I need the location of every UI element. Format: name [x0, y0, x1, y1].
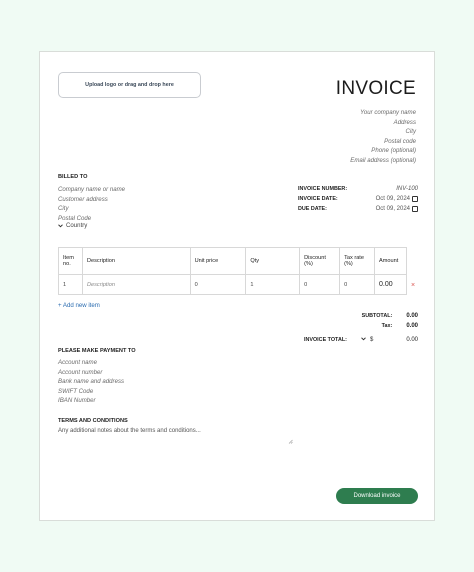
invoice-number-field[interactable]: INV-100	[396, 186, 418, 192]
tax-rate-input[interactable]: 0	[340, 275, 375, 295]
account-name-field[interactable]: Account name	[58, 359, 97, 366]
description-input[interactable]: Description	[82, 275, 190, 295]
upload-logo-dropzone[interactable]: Upload logo or drag and drop here	[58, 72, 201, 98]
company-name-field[interactable]: Your company name	[360, 109, 416, 116]
due-date-value: Oct 09, 2024	[375, 206, 410, 212]
col-qty: Qty	[246, 248, 300, 275]
country-label: Country	[66, 222, 88, 229]
item-no-cell[interactable]: 1	[59, 275, 83, 295]
payment-fields	[58, 358, 124, 406]
company-email-field[interactable]: Email address (optional)	[350, 156, 416, 164]
col-tax-rate: Tax rate (%)	[340, 248, 375, 275]
tax-label: Tax:	[381, 323, 393, 329]
download-invoice-button[interactable]: Download invoice	[336, 488, 418, 504]
client-city-field[interactable]: City	[58, 205, 69, 213]
invoice-total-label: INVOICE TOTAL:	[304, 337, 347, 343]
chevron-down-icon	[361, 337, 366, 341]
col-unit-price: Unit price	[190, 248, 246, 275]
invoice-paper	[39, 51, 435, 521]
col-discount: Discount (%)	[300, 248, 340, 275]
unit-price-input[interactable]: 0	[190, 275, 246, 295]
swift-code-field[interactable]: SWIFT Code	[58, 387, 94, 395]
company-postal-code-field[interactable]: Postal code	[384, 137, 416, 145]
client-name-field[interactable]: Company name or name	[58, 186, 126, 193]
billed-to-fields	[58, 185, 125, 223]
invoice-total-row	[280, 337, 418, 343]
discount-input[interactable]: 0	[300, 275, 340, 295]
calendar-icon[interactable]	[412, 196, 418, 202]
country-select[interactable]	[58, 222, 87, 229]
invoice-number-label: INVOICE NUMBER:	[298, 186, 348, 192]
tax-value: 0.00	[406, 323, 418, 329]
invoice-date-field[interactable]	[376, 196, 418, 202]
due-date-label: DUE DATE:	[298, 206, 327, 212]
invoice-total-value: 0.00	[406, 337, 418, 343]
subtotal-value: 0.00	[406, 313, 418, 319]
company-phone-field[interactable]: Phone (optional)	[371, 147, 416, 155]
table-row	[59, 275, 407, 295]
company-city-field[interactable]: City	[405, 128, 416, 136]
calendar-icon[interactable]	[412, 206, 418, 212]
company-address-field[interactable]: Address	[393, 118, 416, 126]
due-date-field[interactable]	[376, 206, 418, 212]
qty-input[interactable]: 1	[246, 275, 300, 295]
invoice-date-label: INVOICE DATE:	[298, 196, 338, 202]
amount-cell: 0.00	[374, 275, 406, 295]
delete-row-icon[interactable]: ×	[411, 282, 416, 289]
col-item-no: Item no.	[59, 248, 83, 275]
client-postal-code-field[interactable]: Postal Code	[58, 214, 92, 222]
col-amount: Amount	[374, 248, 406, 275]
payment-heading: PLEASE MAKE PAYMENT TO	[58, 348, 136, 354]
company-info-fields	[350, 108, 416, 166]
billed-to-heading: BILLED TO	[58, 174, 88, 180]
invoice-title: INVOICE	[335, 78, 416, 99]
terms-textarea[interactable]: Any additional notes about the terms and conditions...	[58, 428, 201, 434]
totals-block	[280, 311, 418, 331]
bank-name-field[interactable]: Bank name and address	[58, 378, 125, 386]
terms-heading: TERMS AND CONDITIONS	[58, 418, 128, 424]
currency-symbol: $	[369, 337, 374, 343]
resize-handle-icon[interactable]	[288, 439, 293, 444]
iban-number-field[interactable]: IBAN Number	[58, 397, 96, 405]
client-address-field[interactable]: Customer address	[58, 195, 108, 203]
invoice-date-value: Oct 09, 2024	[375, 196, 410, 202]
account-number-field[interactable]: Account number	[58, 368, 103, 376]
chevron-down-icon	[58, 224, 63, 228]
line-items-table	[58, 247, 407, 295]
subtotal-label: SUBTOTAL:	[361, 313, 393, 319]
currency-select[interactable]	[361, 337, 366, 343]
invoice-meta	[298, 184, 418, 214]
col-description: Description	[82, 248, 190, 275]
add-new-item-link[interactable]: + Add new item	[58, 302, 100, 309]
